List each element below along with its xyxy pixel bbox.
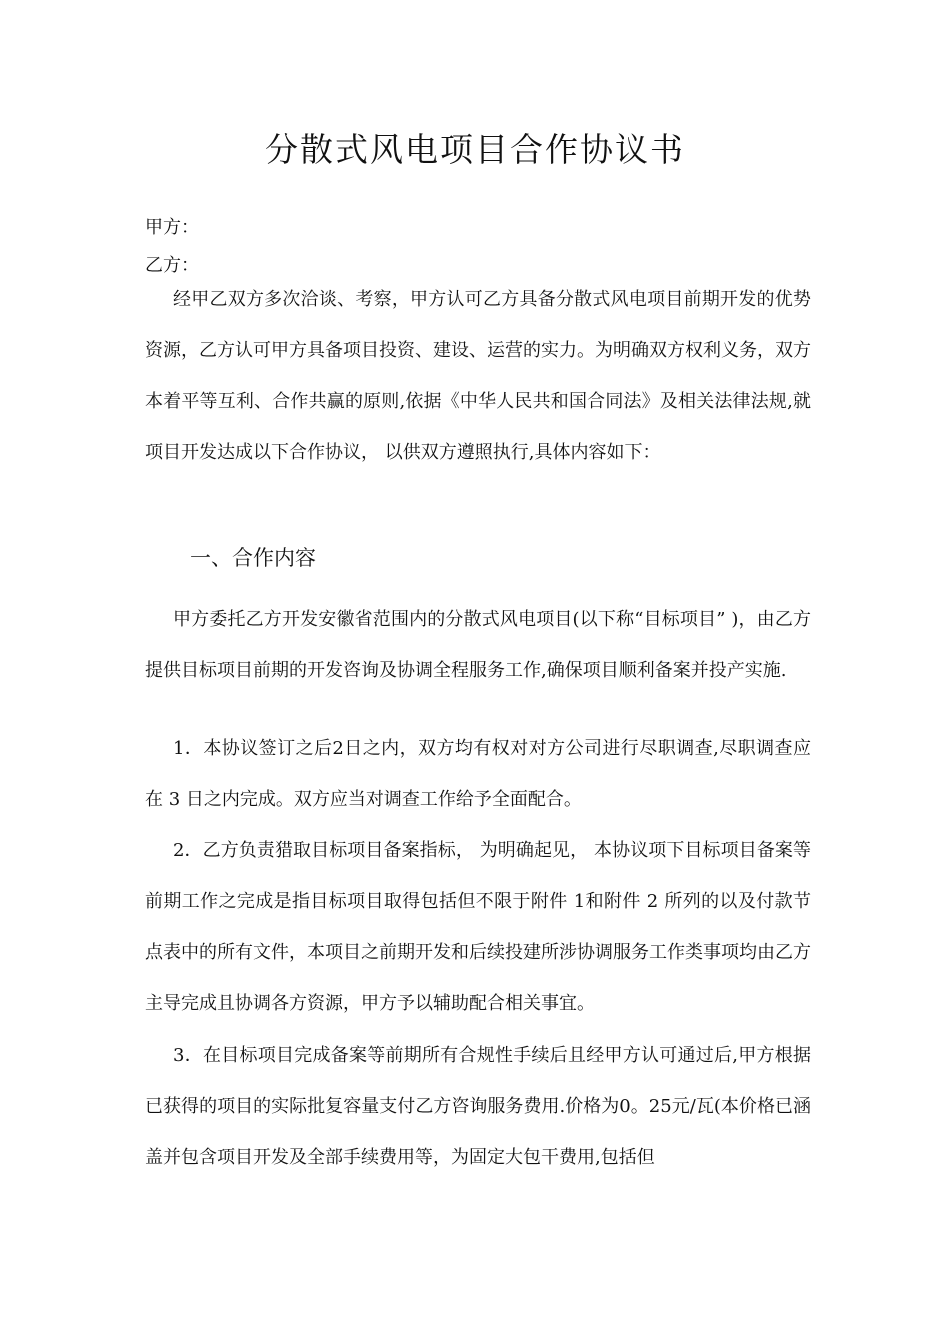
party-a-label: 甲方： [145, 217, 199, 238]
clause-1-paragraph: 1．本协议签订之后2日之内，双方均有权对对方公司进行尽职调查,尽职调查应在 3 日之内完成。双方应当对调查工作给予全面配合。 [145, 738, 811, 810]
document-title: 分散式风电项目合作协议书 [265, 130, 685, 169]
clause-2-paragraph: 2．乙方负责猎取目标项目备案指标， 为明确起见， 本协议项下目标项目备案等前期工作之完成是指目标项目取得包括但不限于附件 1和附件 2 所列的以及付款节点表中的所有文件，本项目之前期开发和后续投建所涉协调服务工作类事项均由乙方主导完成且协调各方资源，甲方予以辅助配合相关事宜。 [145, 840, 811, 1014]
section-heading-cooperation: 一、合作内容 [190, 546, 316, 570]
intro-paragraph: 经甲乙双方多次洽谈、考察，甲方认可乙方具备分散式风电项目前期开发的优势资源，乙方认可甲方具备项目投资、建设、运营的实力。为明确双方权利义务，双方本着平等互利、合作共赢的原则,依据《中华人民共和国合同法》及相关法律法规,就项目开发达成以下合作协议， 以供双方遵照执行,具体内容如下： [145, 289, 811, 463]
clause-3-paragraph: 3．在目标项目完成备案等前期所有合规性手续后且经甲方认可通过后,甲方根据已获得的项目的实际批复容量支付乙方咨询服务费用.价格为0。25元/瓦(本价格已涵盖并包含项目开发及全部手续费用等，为固定大包干费用,包括但 [145, 1045, 811, 1168]
section1-paragraph: 甲方委托乙方开发安徽省范围内的分散式风电项目(以下称“目标项目” )，由乙方提供目标项目前期的开发咨询及协调全程服务工作,确保项目顺利备案并投产实施. [145, 609, 811, 681]
party-b-label: 乙方： [145, 255, 199, 276]
